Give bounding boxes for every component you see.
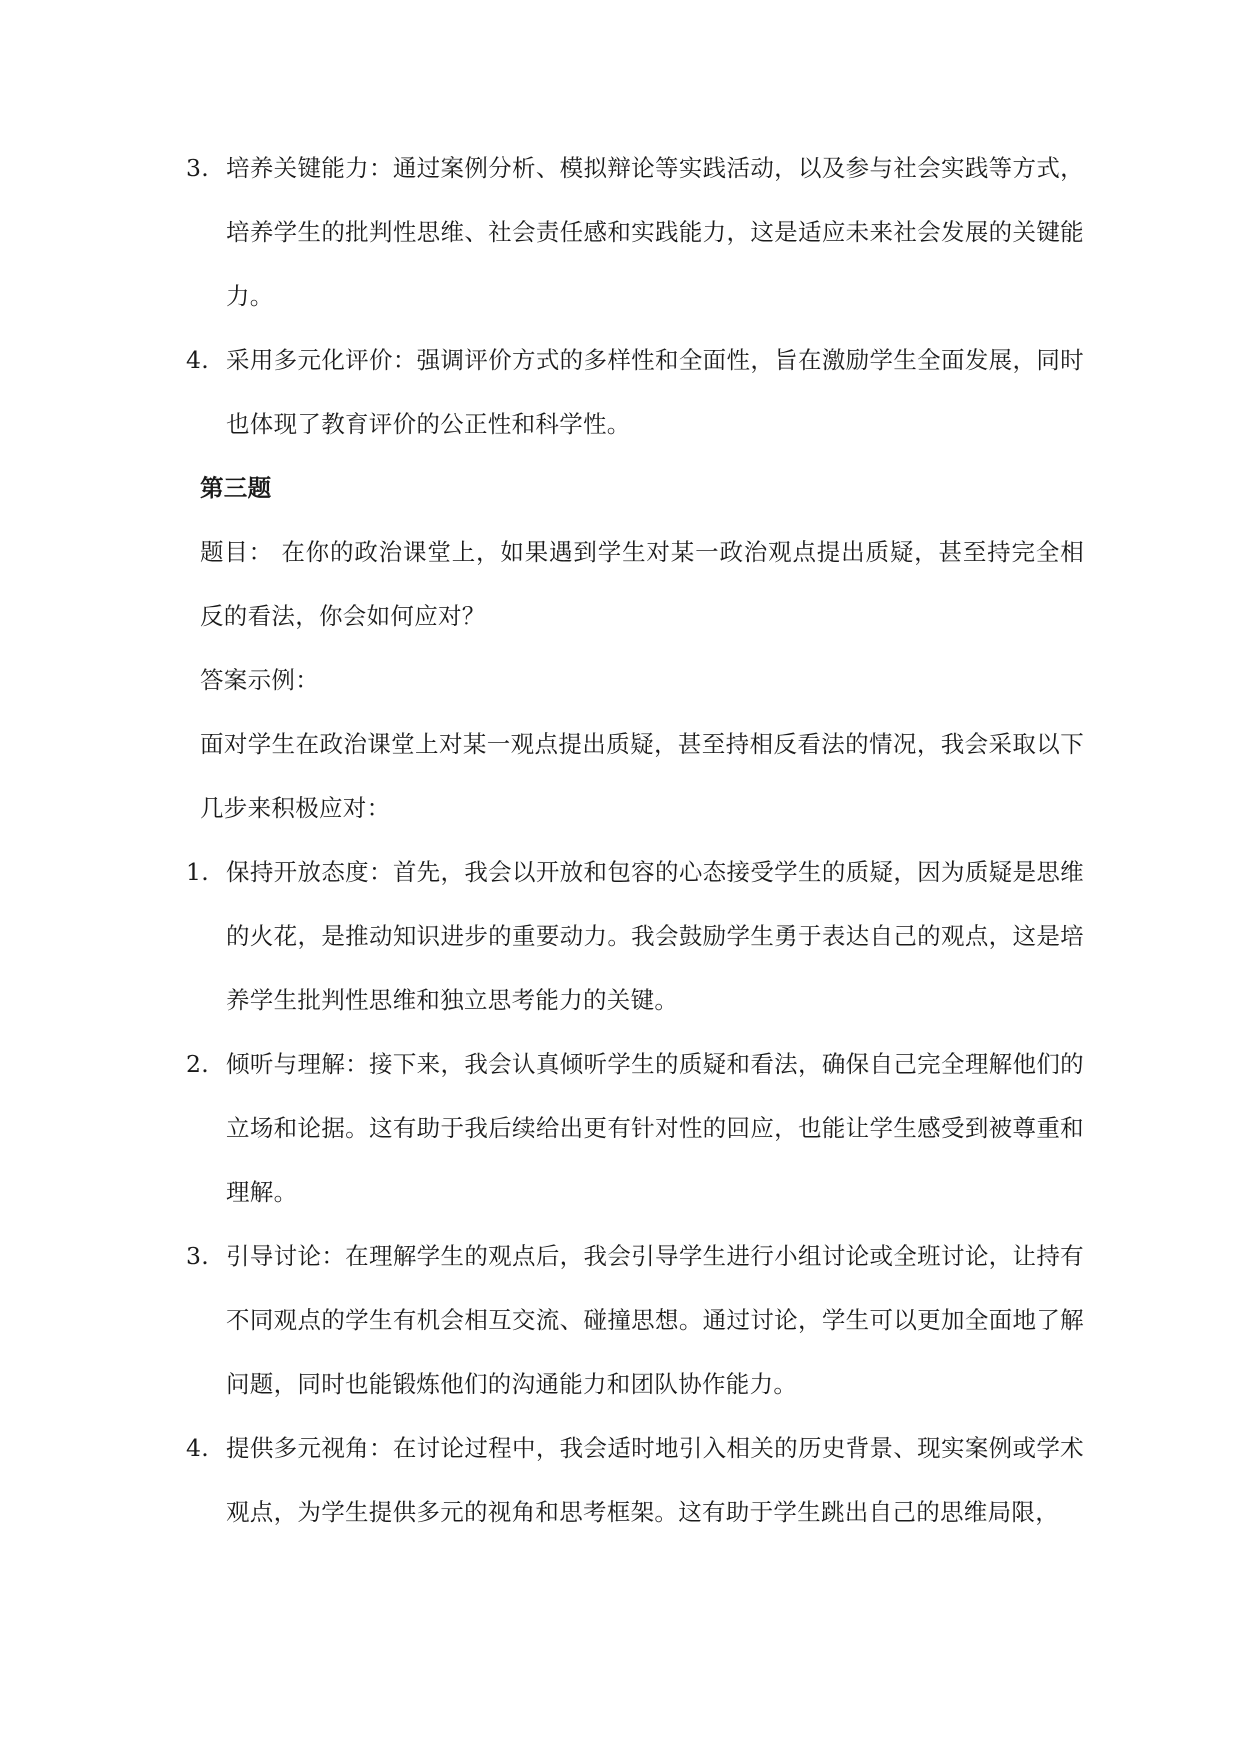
list-item	[186, 1032, 1084, 1224]
list-item	[186, 1224, 1084, 1416]
list-item-text: 采用多元化评价：强调评价方式的多样性和全面性，旨在激励学生全面发展，同时也体现了教育评价的公正性和科学性。	[226, 346, 1084, 438]
document-body	[186, 136, 1084, 1544]
list-item	[186, 136, 1084, 328]
list-item-text: 保持开放态度：首先，我会以开放和包容的心态接受学生的质疑，因为质疑是思维的火花，是推动知识进步的重要动力。我会鼓励学生勇于表达自己的观点，这是培养学生批判性思维和独立思考能力的关键。	[226, 858, 1084, 1014]
list-item	[186, 1416, 1084, 1544]
list-item-text: 培养关键能力：通过案例分析、模拟辩论等实践活动，以及参与社会实践等方式，培养学生的批判性思维、社会责任感和实践能力，这是适应未来社会发展的关键能力。	[226, 154, 1084, 310]
question-paragraph: 题目： 在你的政治课堂上，如果遇到学生对某一政治观点提出质疑，甚至持完全相反的看法，你会如何应对？	[200, 538, 1084, 630]
list-item	[186, 840, 1084, 1032]
list-number: 3.	[186, 154, 210, 182]
list-number: 4.	[186, 346, 210, 374]
list-item-text: 引导讨论：在理解学生的观点后，我会引导学生进行小组讨论或全班讨论，让持有不同观点的学生有机会相互交流、碰撞思想。通过讨论，学生可以更加全面地了解问题，同时也能锻炼他们的沟通能力和团队协作能力。	[226, 1242, 1084, 1398]
answer-label: 答案示例：	[200, 666, 319, 694]
list-number: 2.	[186, 1050, 210, 1078]
list-number: 1.	[186, 858, 210, 886]
list-item	[186, 328, 1084, 456]
list-item-text: 倾听与理解：接下来，我会认真倾听学生的质疑和看法，确保自己完全理解他们的立场和论据。这有助于我后续给出更有针对性的回应，也能让学生感受到被尊重和理解。	[226, 1050, 1084, 1206]
section-heading: 第三题	[200, 474, 272, 502]
intro-paragraph: 面对学生在政治课堂上对某一观点提出质疑，甚至持相反看法的情况，我会采取以下几步来积极应对：	[200, 730, 1084, 822]
list-number: 4.	[186, 1434, 210, 1462]
list-item-text: 提供多元视角：在讨论过程中，我会适时地引入相关的历史背景、现实案例或学术观点，为学生提供多元的视角和思考框架。这有助于学生跳出自己的思维局限，	[226, 1434, 1084, 1526]
list-number: 3.	[186, 1242, 210, 1270]
